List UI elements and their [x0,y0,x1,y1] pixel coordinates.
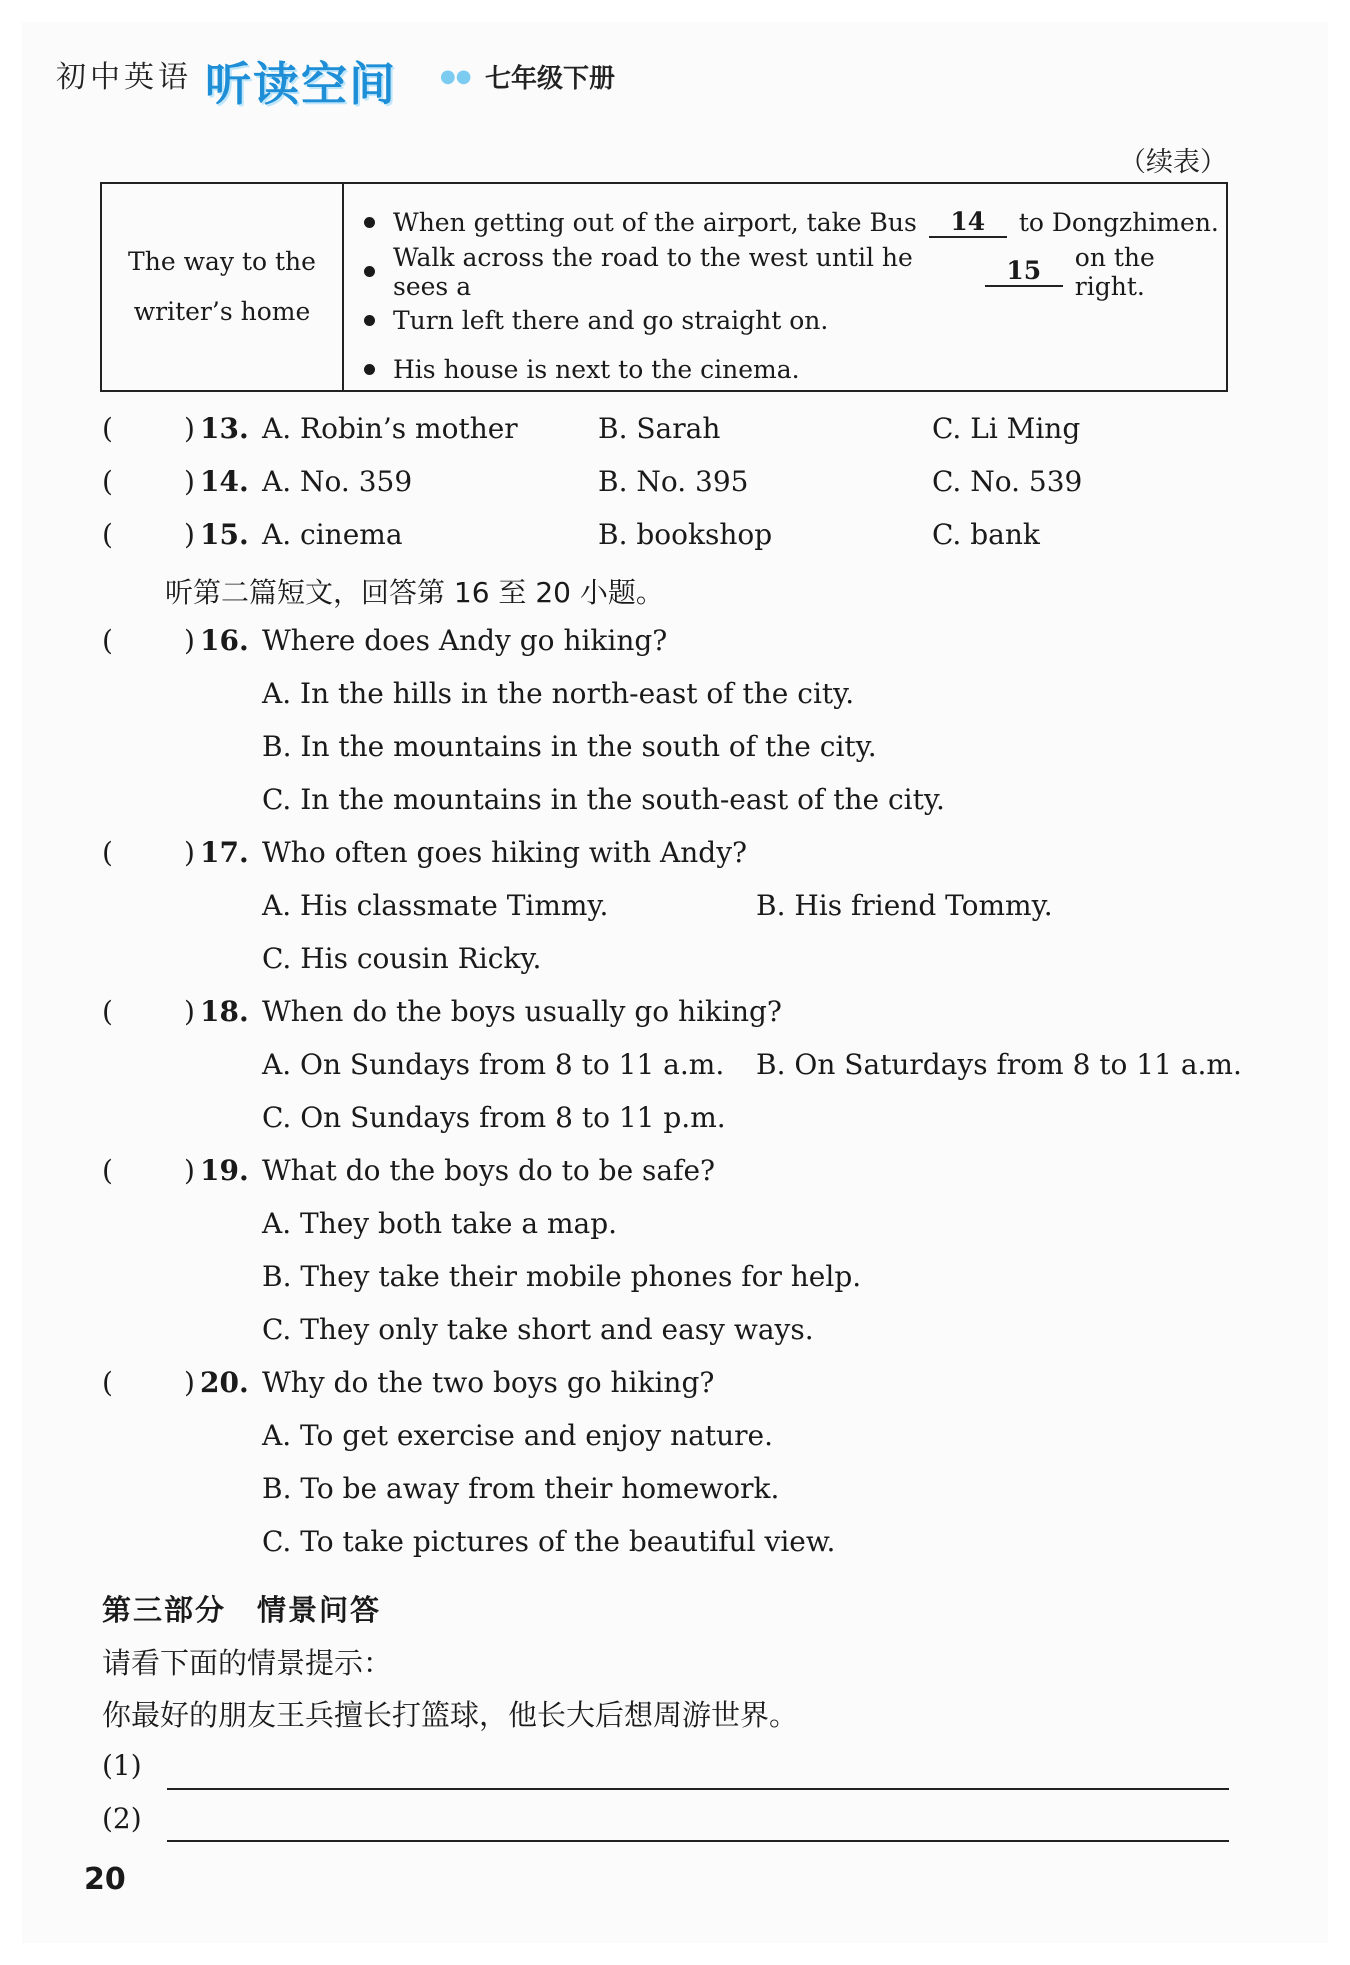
question-number: 14. [200,465,249,498]
series-title: 初中英语 [56,60,192,95]
answer-label-2: (2) [102,1802,142,1835]
answer-bracket-close: ) [184,465,195,498]
passage-2-instruction: 听第二篇短文，回答第 16 至 20 小题。 [165,576,664,609]
page-number: 20 [84,1862,126,1897]
question-number: 17. [200,836,249,869]
answer-bracket-open[interactable]: ( [102,624,113,657]
answer-bracket-open[interactable]: ( [102,1154,113,1187]
list-item: Walk across the road to the west until he sees a 15 on the right. [344,247,1226,296]
option-b: B. In the mountains in the south of the city. [262,730,877,763]
question-number: 20. [200,1366,249,1399]
answer-bracket-open[interactable]: ( [102,836,113,869]
bullet-icon [364,315,375,326]
option-c: C. Li Ming [932,412,1081,445]
table-row-header [102,184,344,390]
option-a: A. Robin’s mother [262,412,518,445]
answer-bracket-open[interactable]: ( [102,518,113,551]
question-text: When do the boys usually go hiking? [262,995,782,1028]
question-text: Why do the two boys go hiking? [262,1366,715,1399]
situation-text: 你最好的朋友王兵擅长打篮球，他长大后想周游世界。 [102,1698,799,1732]
list-item: When getting out of the airport, take Bus 14 to Dongzhimen. [344,198,1226,247]
decorative-dots: ●● [440,66,472,87]
question-number: 13. [200,412,249,445]
option-a: A. His classmate Timmy. [262,889,609,922]
question-number: 18. [200,995,249,1028]
option-c: C. They only take short and easy ways. [262,1313,814,1346]
section-title: 第三部分 情景问答 [102,1593,382,1627]
question-number: 15. [200,518,249,551]
option-a: A. cinema [262,518,403,551]
answer-bracket-close: ) [184,412,195,445]
option-c: C. To take pictures of the beautiful view. [262,1525,836,1558]
option-b: B. Sarah [598,412,721,445]
question-text: Where does Andy go hiking? [262,624,668,657]
option-c: C. bank [932,518,1040,551]
answer-line-1[interactable] [167,1788,1229,1790]
bullet-icon [364,266,375,277]
continued-label: （续表） [1119,147,1227,178]
table-bullet-list [344,184,1226,390]
option-c: C. No. 539 [932,465,1083,498]
option-a: A. To get exercise and enjoy nature. [262,1419,773,1452]
option-b: B. bookshop [598,518,773,551]
page-header [0,0,1350,120]
list-item: His house is next to the cinema. [344,345,1226,394]
question-text: What do the boys do to be safe? [262,1154,716,1187]
option-b: B. No. 395 [598,465,749,498]
answer-bracket-open[interactable]: ( [102,412,113,445]
option-b: B. To be away from their homework. [262,1472,780,1505]
row-header-line2: writer’s home [133,297,311,326]
question-text: Who often goes hiking with Andy? [262,836,748,869]
answer-bracket-open[interactable]: ( [102,995,113,1028]
list-item: Turn left there and go straight on. [344,296,1226,345]
blank-15: 15 [985,257,1063,287]
option-b: B. They take their mobile phones for help. [262,1260,862,1293]
book-logo: 听读空间 [205,57,397,111]
answer-bracket-open[interactable]: ( [102,1366,113,1399]
question-number: 19. [200,1154,249,1187]
grade-label: 七年级下册 [485,64,616,94]
option-c: C. On Sundays from 8 to 11 p.m. [262,1101,726,1134]
answer-bracket-close: ) [184,518,195,551]
answer-bracket-close: ) [184,836,195,869]
answer-bracket-close: ) [184,1366,195,1399]
situation-prompt-label: 请看下面的情景提示： [102,1646,393,1680]
option-a: A. They both take a map. [262,1207,618,1240]
question-number: 16. [200,624,249,657]
option-a: A. In the hills in the north-east of the city. [262,677,855,710]
option-b: B. On Saturdays from 8 to 11 a.m. [756,1048,1242,1081]
option-a: A. No. 359 [262,465,413,498]
bullet-icon [364,364,375,375]
option-c: C. In the mountains in the south-east of the city. [262,783,945,816]
answer-bracket-close: ) [184,1154,195,1187]
answer-label-1: (1) [102,1749,142,1782]
bullet-icon [364,217,375,228]
option-b: B. His friend Tommy. [756,889,1053,922]
row-header-line1: The way to the [128,247,316,276]
answer-bracket-open[interactable]: ( [102,465,113,498]
answer-bracket-close: ) [184,624,195,657]
blank-14: 14 [929,208,1007,238]
answer-line-2[interactable] [167,1840,1229,1842]
answer-bracket-close: ) [184,995,195,1028]
option-c: C. His cousin Ricky. [262,942,542,975]
info-table [100,182,1228,392]
option-a: A. On Sundays from 8 to 11 a.m. [262,1048,725,1081]
